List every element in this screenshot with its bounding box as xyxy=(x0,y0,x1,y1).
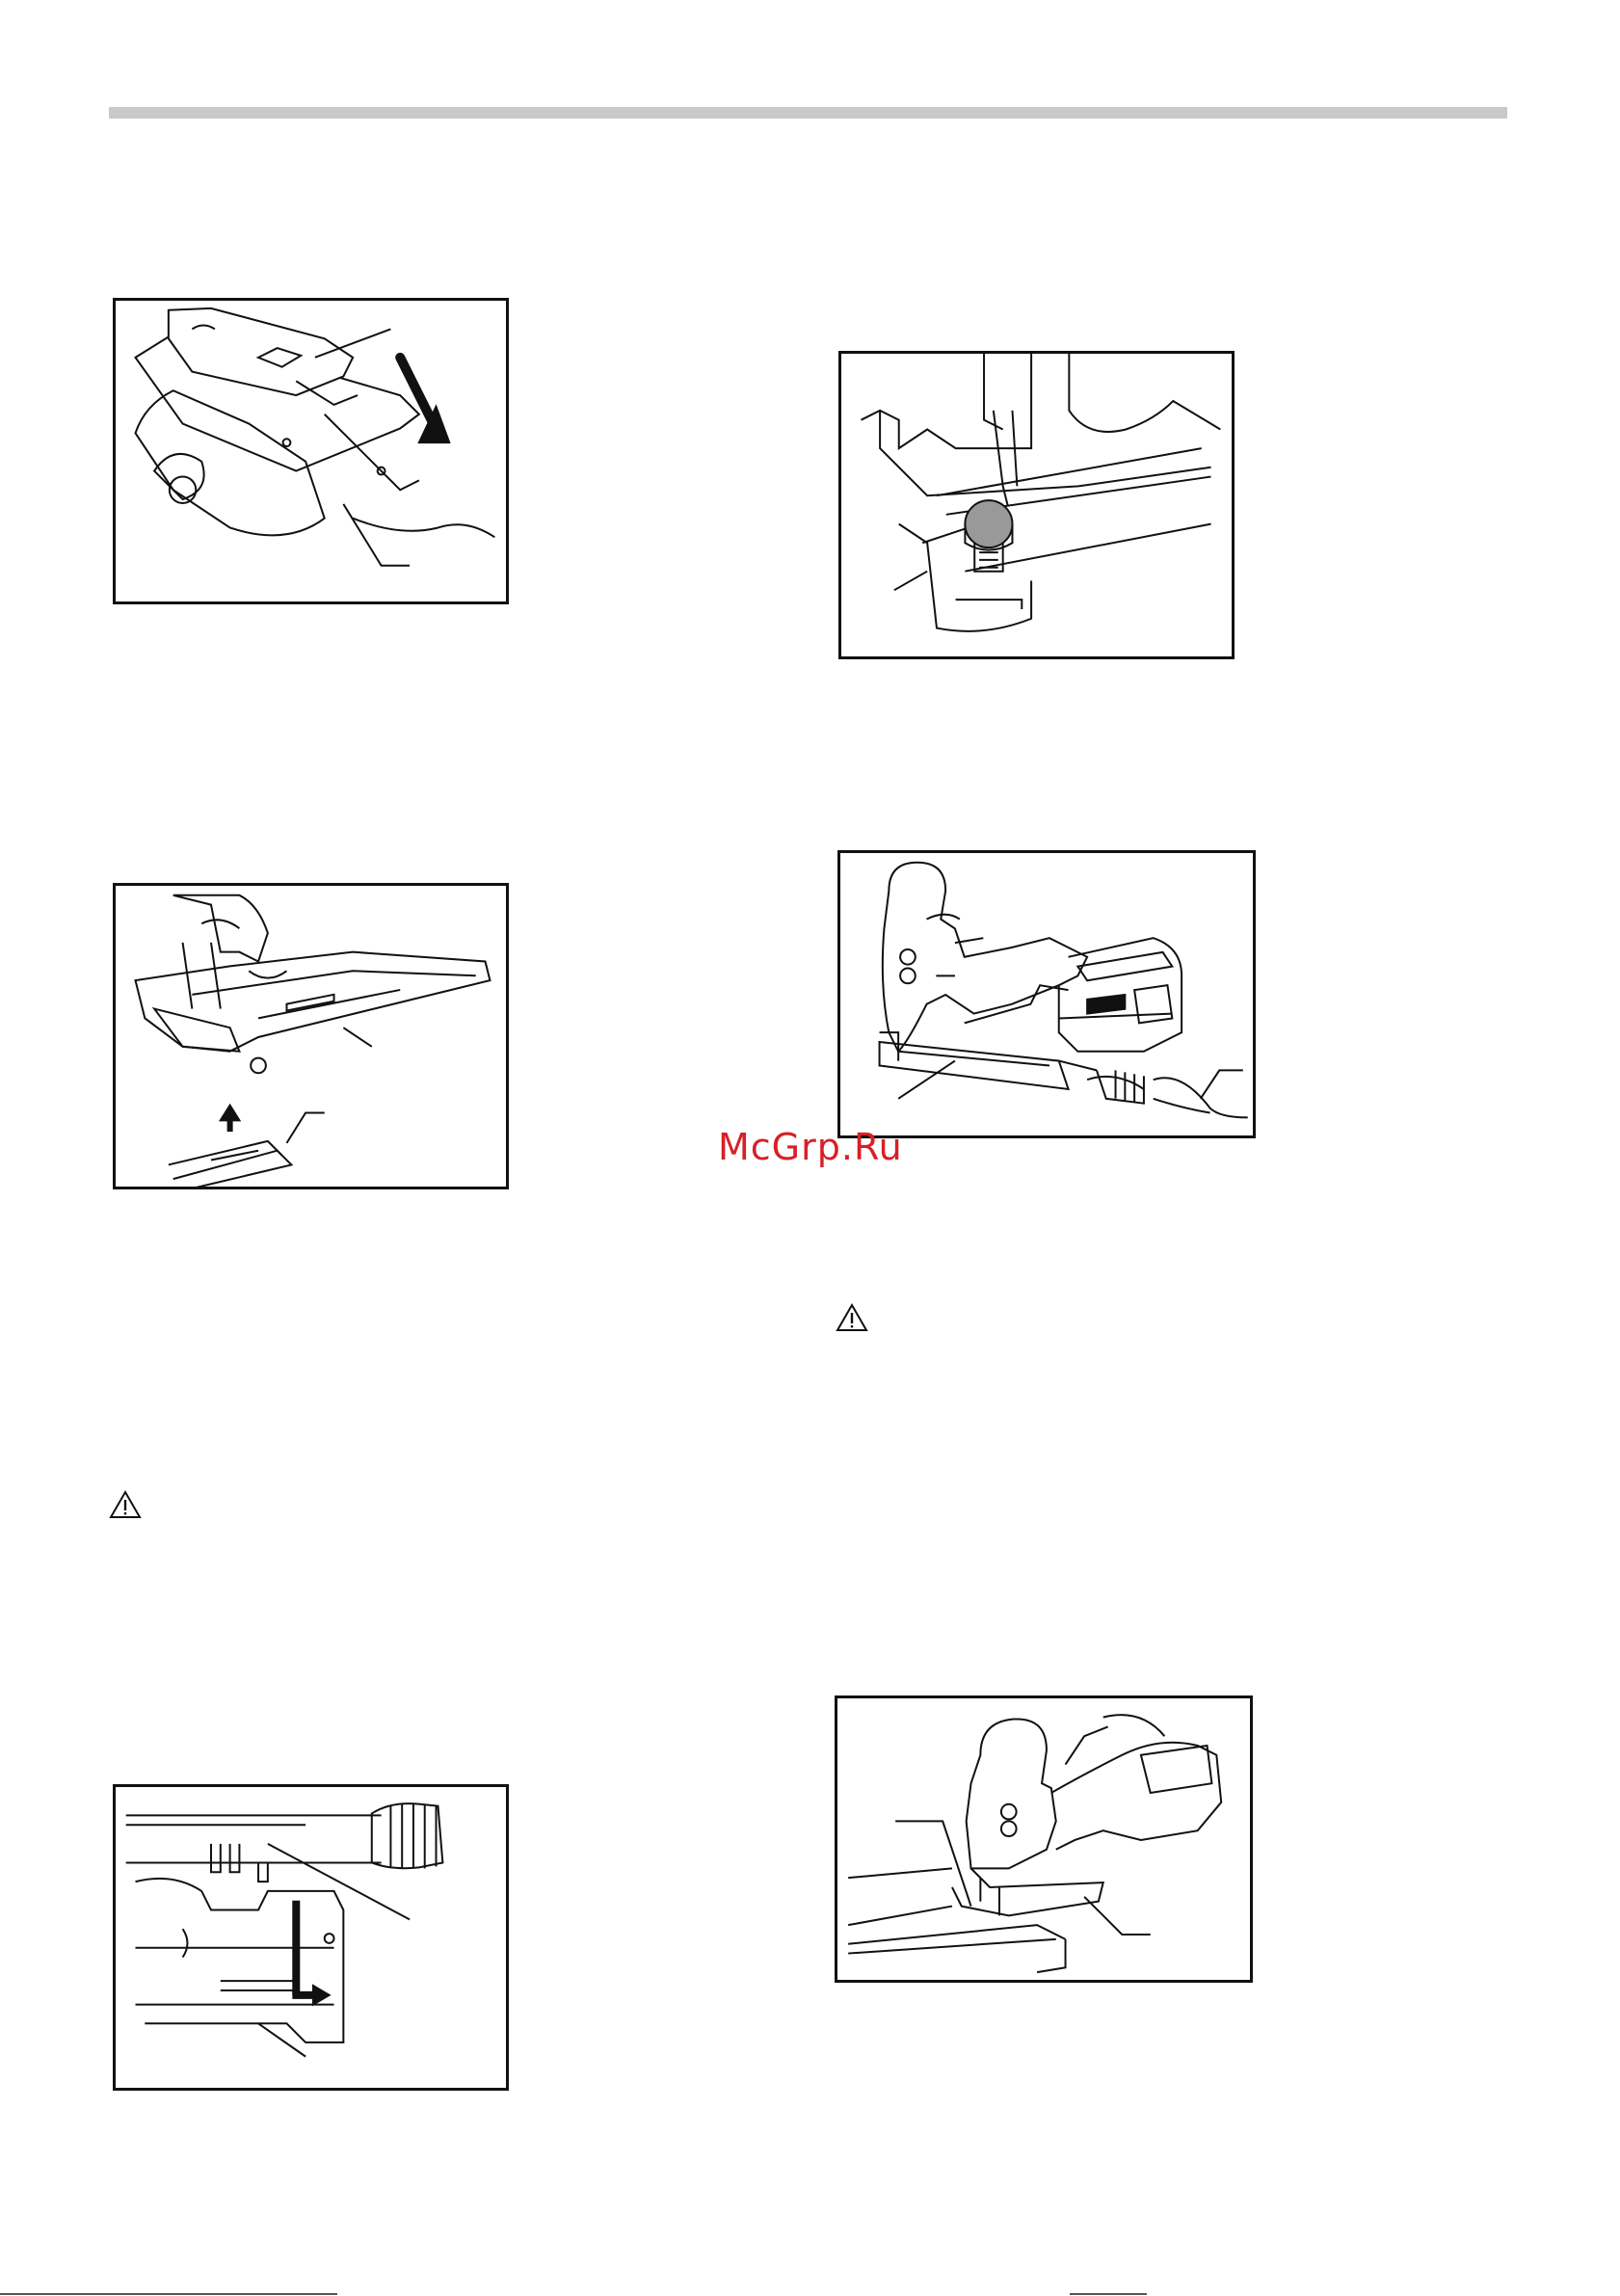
figure-dust-nozzle xyxy=(113,1784,509,2091)
figure-anti-splinter-device xyxy=(113,883,509,1189)
figure-cover-plate xyxy=(113,298,509,604)
figure-vacuum-hose xyxy=(837,850,1256,1138)
header-rule xyxy=(109,107,1507,119)
figure-cutting-operation xyxy=(835,1695,1253,1983)
warning-triangle-icon xyxy=(109,1490,142,1519)
figure-guide-knob xyxy=(838,351,1235,659)
warning-triangle-icon xyxy=(836,1303,868,1332)
footer-rule-right xyxy=(1070,2293,1147,2295)
watermark: McGrp.Ru xyxy=(718,1126,903,1168)
footer-rule-left xyxy=(0,2293,337,2295)
